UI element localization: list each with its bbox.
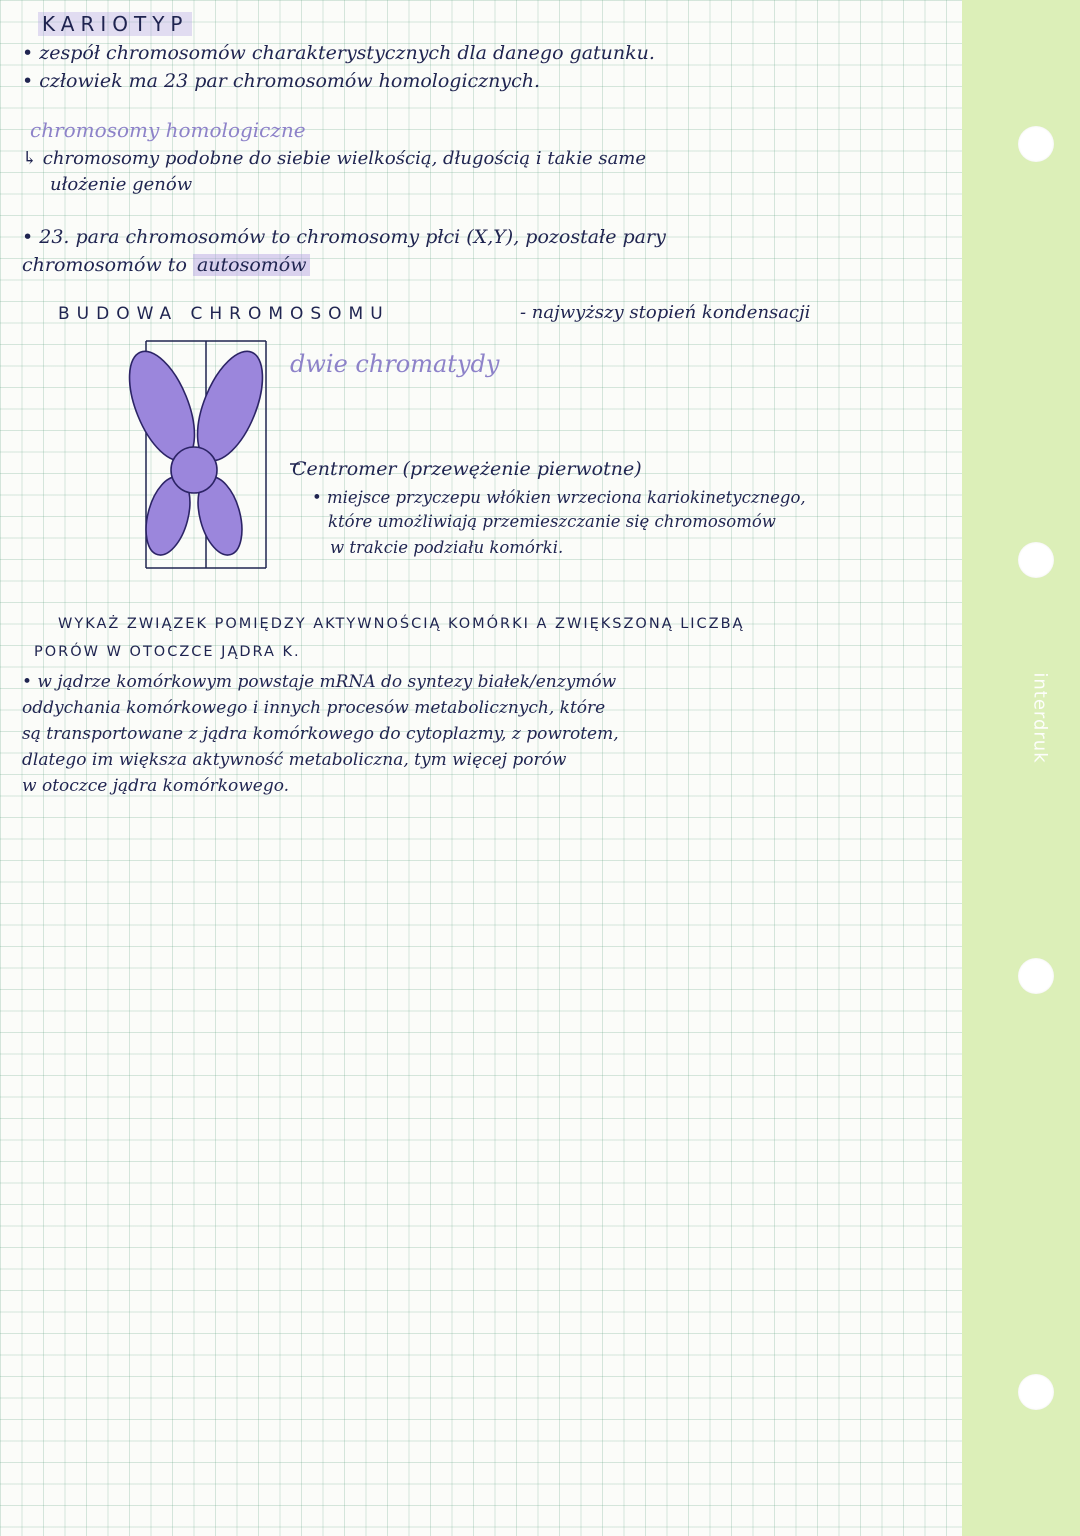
homologous-title: chromosomy homologiczne: [30, 118, 306, 142]
task-answer-line-3: są transportowane z jądra komórkowego do cytoplazmy, z powrotem,: [22, 724, 619, 744]
punch-hole-3: [1018, 958, 1054, 994]
chromosome-diagram: [110, 336, 300, 586]
punch-hole-4: [1018, 1374, 1054, 1410]
task-heading-line-2: PORÓW W OTOCZCE JĄDRA K.: [34, 644, 301, 660]
centromere-label-text: Centromer (przewężenie pierwotne): [292, 458, 642, 480]
homologous-line-2: ułożenie genów: [50, 174, 193, 195]
task-answer-line-2: oddychania komórkowego i innych procesów metabolicznych, które: [22, 698, 606, 718]
autosomes-term: autosomów: [193, 254, 311, 276]
centromere-line-2: które umożliwiają przemieszczanie się chromosomów: [328, 512, 776, 531]
centromere-line-3: w trakcie podziału komórki.: [330, 538, 564, 557]
sex-chromosomes-line-2-text: chromosomów to: [22, 254, 187, 276]
punch-hole-1: [1018, 126, 1054, 162]
karyotype-title: KARIOTYP: [38, 12, 192, 36]
sex-chromosomes-line-1: • 23. para chromosomów to chromosomy płci (X,Y), pozostałe pary: [22, 226, 666, 248]
centromere-label: [292, 460, 642, 479]
brand-logo: interdruk: [1029, 672, 1051, 764]
task-answer-line-5: w otoczce jądra komórkowego.: [22, 776, 290, 796]
chromatids-label: dwie chromatydy: [290, 350, 500, 378]
binder-margin: [962, 0, 1080, 1536]
structure-subtitle: - najwyższy stopień kondensacji: [520, 302, 811, 323]
task-heading-line-1: WYKAŻ ZWIĄZEK POMIĘDZY AKTYWNOŚCIĄ KOMÓRKI A ZWIĘKSZONĄ LICZBĄ: [58, 616, 745, 632]
sex-chromosomes-line-2: [22, 256, 310, 275]
centromere-line-1: • miejsce przyczepu włókien wrzeciona kariokinetycznego,: [312, 488, 806, 507]
homologous-line-1: ↳ chromosomy podobne do siebie wielkością, długością i takie same: [22, 148, 647, 169]
structure-title: BUDOWA CHROMOSOMU: [58, 304, 390, 324]
task-answer-line-4: dlatego im większa aktywność metaboliczna, tym więcej porów: [22, 750, 567, 770]
karyotype-line-1: • zespół chromosomów charakterystycznych dla danego gatunku.: [22, 42, 655, 64]
task-answer-line-1: • w jądrze komórkowym powstaje mRNA do syntezy białek/enzymów: [22, 672, 617, 692]
punch-hole-2: [1018, 542, 1054, 578]
karyotype-line-2: • człowiek ma 23 par chromosomów homologicznych.: [22, 70, 541, 92]
